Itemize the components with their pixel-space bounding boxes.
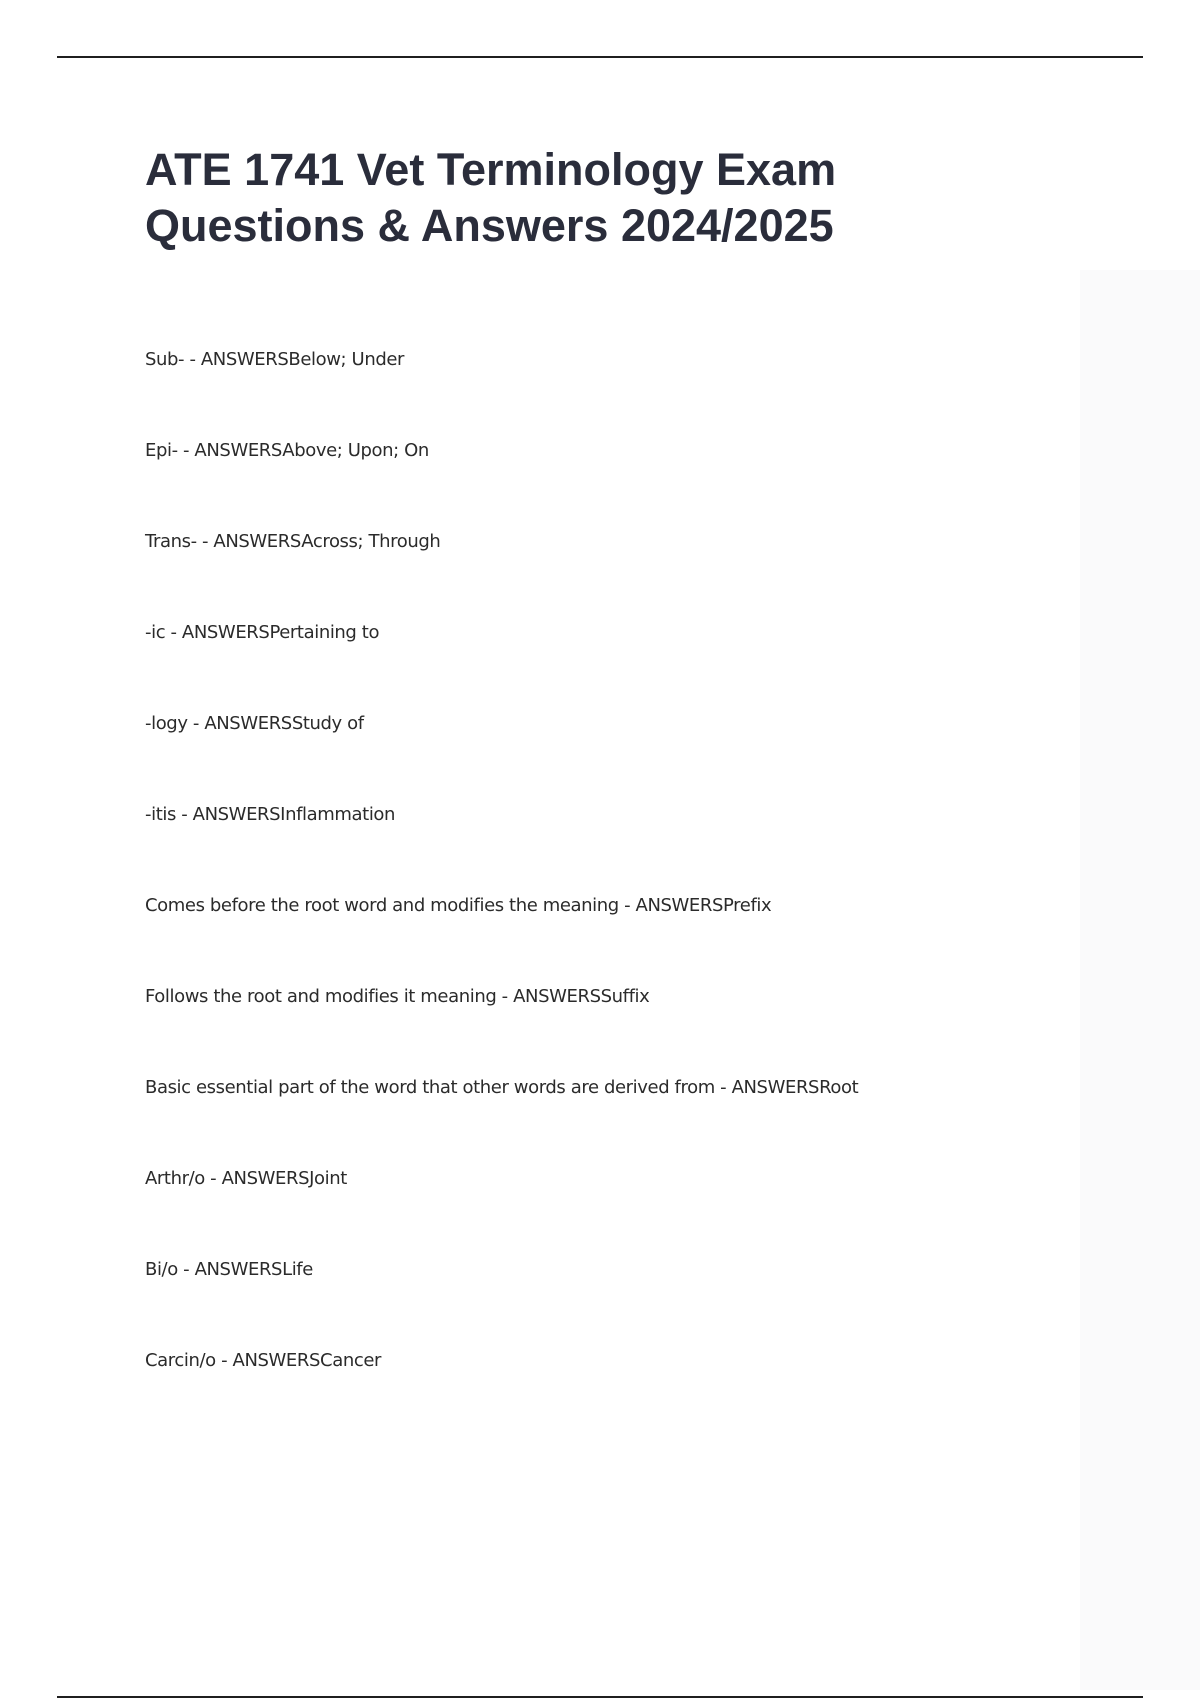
title-line-2: Questions & Answers 2024/2025 [145, 200, 834, 251]
title-line-1: ATE 1741 Vet Terminology Exam [145, 144, 837, 195]
qa-item: -logy - ANSWERSStudy of [145, 713, 364, 734]
qa-item: Trans- - ANSWERSAcross; Through [145, 531, 441, 552]
qa-item: Epi- - ANSWERSAbove; Upon; On [145, 440, 429, 461]
qa-item: Follows the root and modifies it meaning - ANSWERSSuffix [145, 986, 650, 1007]
qa-item: Sub- - ANSWERSBelow; Under [145, 349, 405, 370]
qa-item: -ic - ANSWERSPertaining to [145, 622, 380, 643]
qa-item: Arthr/o - ANSWERSJoint [145, 1168, 347, 1189]
qa-item: -itis - ANSWERSInflammation [145, 804, 396, 825]
qa-item: Basic essential part of the word that other words are derived from - ANSWERSRoot [145, 1077, 859, 1098]
qa-list [145, 347, 858, 1439]
qa-item: Comes before the root word and modifies the meaning - ANSWERSPrefix [145, 895, 772, 916]
bottom-rule [57, 1696, 1143, 1698]
qa-item: Bi/o - ANSWERSLife [145, 1259, 313, 1280]
page-edge-shade [1080, 270, 1200, 1690]
top-rule [57, 56, 1143, 58]
document-title [145, 142, 1045, 254]
qa-item: Carcin/o - ANSWERSCancer [145, 1350, 382, 1371]
